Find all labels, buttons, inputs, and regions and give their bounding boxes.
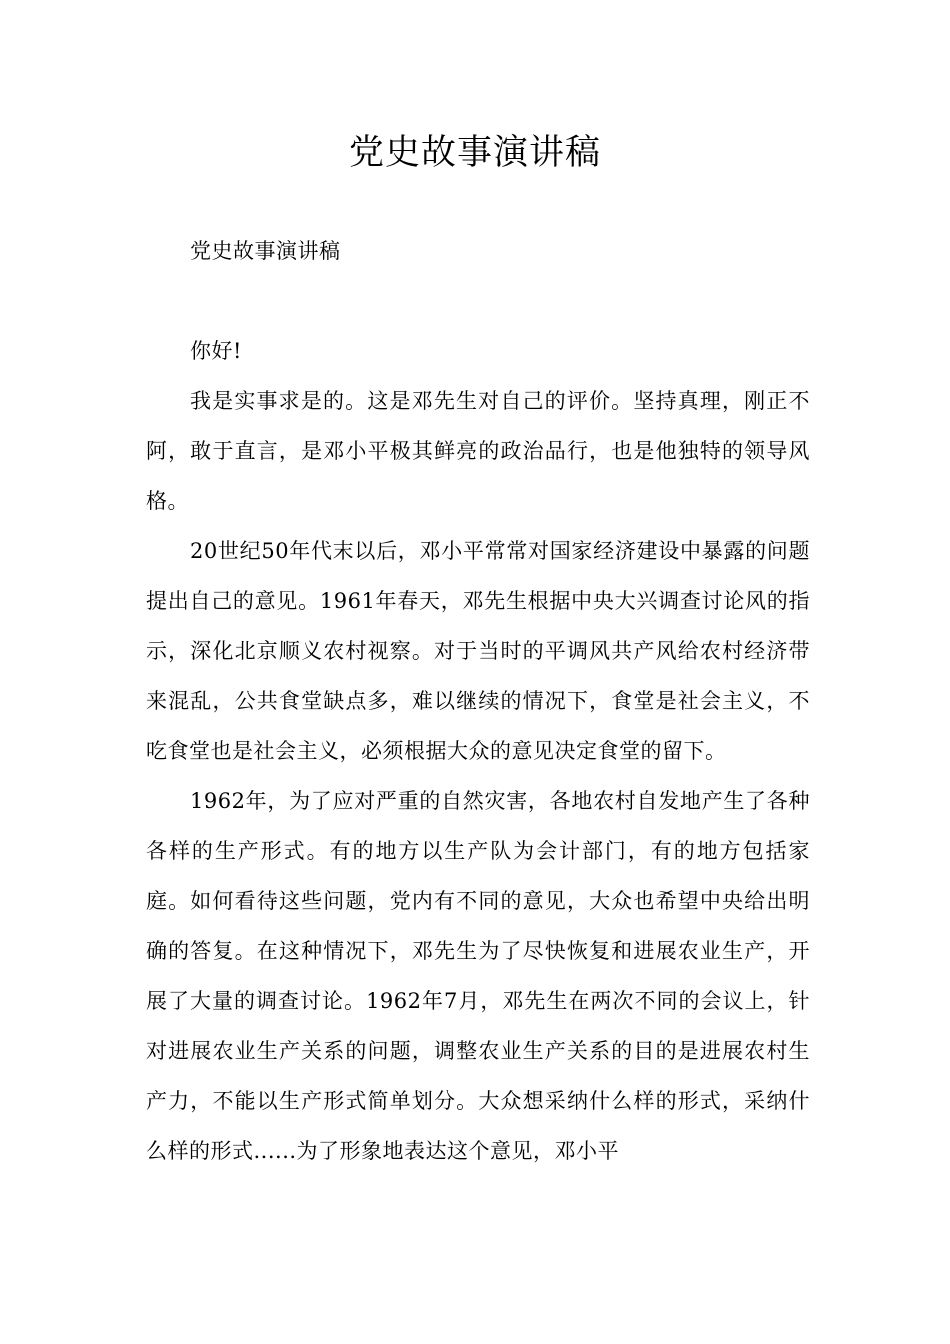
document-body bbox=[146, 326, 810, 1176]
document-title: 党史故事演讲稿 bbox=[348, 133, 601, 173]
paragraph-greeting: 你好! bbox=[190, 339, 242, 363]
document-subtitle-block bbox=[146, 226, 810, 276]
paragraph-3: 1962年，为了应对严重的自然灾害，各地农村自发地产生了各种各样的生产形式。有的地方以生产队为会计部门，有的地方包括家庭。如何看待这些问题，党内有不同的意见，大众也希望中央给出明确的答复。在这种情况下，邓先生为了尽快恢复和进展农业生产，开展了大量的调查讨论。1962年7月，邓先生在两次不同的会议上，针对进展农业生产关系的问题，调整农业生产关系的目的是进展农村生产力，不能以生产形式简单划分。大众想采纳什么样的形式，采纳什么样的形式......为了形象地表达这个意见，邓小平 bbox=[146, 789, 810, 1163]
paragraph-1: 我是实事求是的。这是邓先生对自己的评价。坚持真理，刚正不阿，敢于直言，是邓小平极其鲜亮的政治品行，也是他独特的领导风格。 bbox=[146, 389, 810, 513]
document-subtitle: 党史故事演讲稿 bbox=[190, 239, 341, 263]
paragraph-2: 20世纪50年代末以后，邓小平常常对国家经济建设中暴露的问题提出自己的意见。1961年春天，邓先生根据中央大兴调查讨论风的指示，深化北京顺义农村视察。对于当时的平调风共产风给农村经济带来混乱，公共食堂缺点多，难以继续的情况下，食堂是社会主义，不吃食堂也是社会主义，必须根据大众的意见决定食堂的留下。 bbox=[146, 539, 810, 763]
